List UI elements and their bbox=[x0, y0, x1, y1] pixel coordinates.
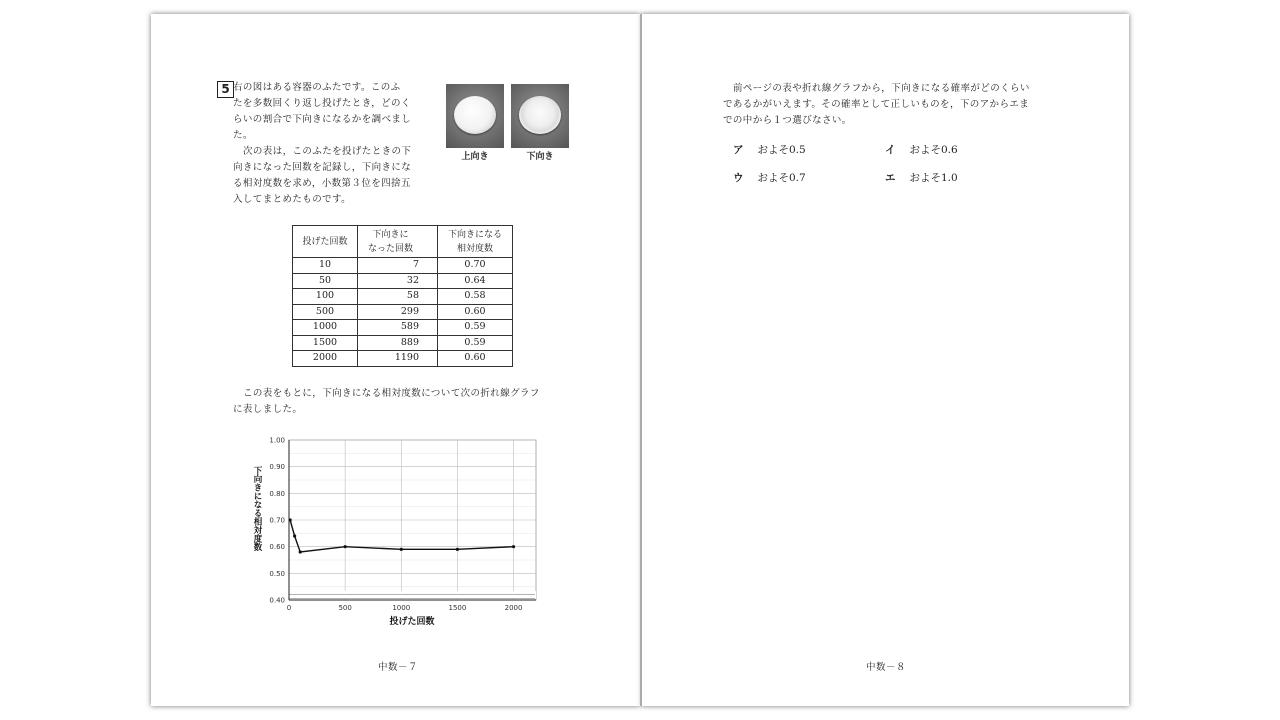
table-description: 次の表は，このふたを投げたときの下 向きになった回数を記録し，下向きにな る相対度数を求め，小数第３位を四捨五 入してまとめたものです。 bbox=[233, 146, 412, 205]
y-tick-label: 1.00 bbox=[269, 436, 285, 445]
book-spine bbox=[640, 14, 642, 706]
relative-frequency-line-chart bbox=[246, 432, 546, 632]
data-point bbox=[289, 518, 292, 521]
x-tick-label: 1000 bbox=[392, 604, 411, 612]
header-relative-frequency: 下向きになる 相対度数 bbox=[438, 226, 513, 258]
y-tick-label: 0.50 bbox=[269, 569, 285, 578]
data-point bbox=[293, 534, 296, 537]
y-tick-label: 0.60 bbox=[269, 543, 285, 552]
axis-break bbox=[289, 591, 536, 599]
x-tick-label: 1500 bbox=[448, 604, 467, 612]
y-tick-label: 0.80 bbox=[269, 489, 285, 498]
table-row: 1500 889 0.59 bbox=[293, 335, 513, 351]
frequency-table bbox=[292, 225, 513, 367]
table-header-row bbox=[293, 226, 513, 258]
lid-down-caption: 下向き bbox=[526, 152, 554, 162]
option-e[interactable]: エ およそ1.0 bbox=[885, 172, 958, 184]
option-a[interactable]: ア およそ0.5 bbox=[733, 144, 806, 156]
question-number: 5 bbox=[217, 81, 234, 98]
page-footer-right: 中数－８ bbox=[866, 662, 907, 673]
data-point bbox=[512, 545, 515, 548]
table-row: 1000 589 0.59 bbox=[293, 320, 513, 336]
x-axis-label: 投げた回数 bbox=[389, 617, 435, 627]
table-row: 2000 1190 0.60 bbox=[293, 351, 513, 367]
graph-intro: この表をもとに，下向きになる相対度数について次の折れ線グラフ に表しました。 bbox=[233, 388, 540, 415]
lid-down-photo bbox=[511, 84, 569, 148]
data-point bbox=[299, 550, 302, 553]
option-i[interactable]: イ およそ0.6 bbox=[885, 144, 958, 156]
x-tick-label: 2000 bbox=[504, 604, 523, 612]
intro-text: 右の図はある容器のふたです。このふ たを多数回くり返し投げたとき，どのく らいの割合で下向きになるかを調べまし た。 bbox=[233, 82, 412, 141]
y-tick-label: 0.40 bbox=[269, 596, 285, 605]
header-face-down: 下向きに なった回数 bbox=[358, 226, 438, 258]
y-tick-label: 0.70 bbox=[269, 516, 285, 525]
y-axis-label: 下向きになる相対度数 bbox=[252, 466, 262, 551]
table-row: 50 32 0.64 bbox=[293, 273, 513, 289]
header-throws: 投げた回数 bbox=[293, 226, 358, 258]
data-point bbox=[456, 548, 459, 551]
lid-up-caption: 上向き bbox=[461, 152, 489, 162]
option-u[interactable]: ウ およそ0.7 bbox=[733, 172, 806, 184]
table-row: 10 7 0.70 bbox=[293, 258, 513, 274]
table-row: 100 58 0.58 bbox=[293, 289, 513, 305]
lid-up-photo bbox=[446, 84, 504, 148]
table-row: 500 299 0.60 bbox=[293, 304, 513, 320]
page-footer-left: 中数－７ bbox=[378, 662, 419, 673]
x-tick-label: 0 bbox=[286, 604, 292, 612]
question-text: 前ページの表や折れ線グラフから，下向きになる確率がどのくらい であるかがいえます。その確率として正しいものを，下のアからエま での中から１つ選びなさい。 bbox=[723, 83, 1030, 126]
x-tick-label: 500 bbox=[338, 604, 352, 612]
data-point bbox=[344, 545, 347, 548]
data-point bbox=[400, 548, 403, 551]
y-tick-label: 0.90 bbox=[269, 463, 285, 472]
